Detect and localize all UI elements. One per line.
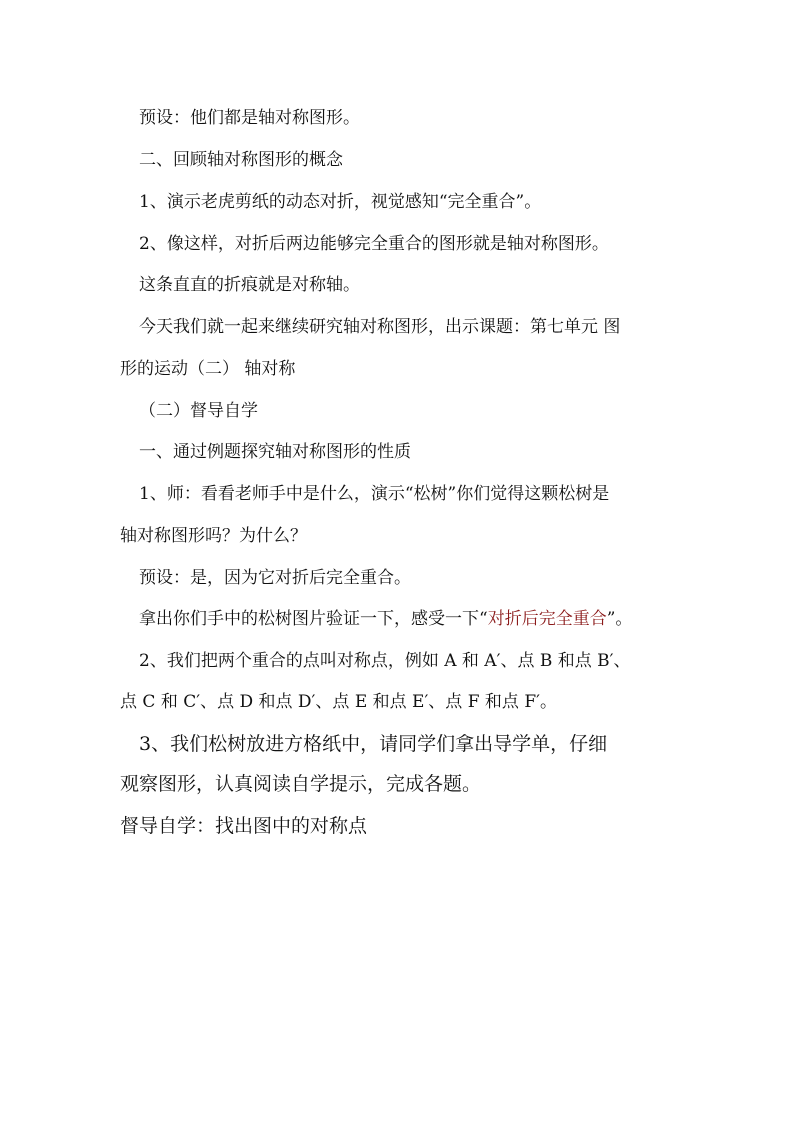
heading-find-symmetric-points: 督导自学：找出图中的对称点 — [120, 815, 368, 837]
paragraph-step-3-line-1: 3、我们松树放进方格纸中，请同学们拿出导学单，仔细 — [139, 733, 608, 755]
paragraph-symmetric-points-2: 点 C 和 C′、点 D 和点 D′、点 E 和点 E′、点 F 和点 F′。 — [120, 692, 557, 712]
paragraph-teacher-question-1: 1、师：看看老师手中是什么，演示“松树”你们觉得这颗松树是 — [139, 484, 610, 504]
paragraph-verify — [139, 607, 632, 631]
paragraph-topic-line-2: 形的运动（二） 轴对称 — [120, 359, 296, 379]
paragraph-step-1: 1、演示老虎剪纸的动态对折，视觉感知“完全重合”。 — [139, 192, 542, 212]
verify-text-highlight: 对折后完全重合 — [487, 609, 607, 629]
heading-explore-properties: 一、通过例题探究轴对称图形的性质 — [139, 442, 411, 462]
heading-review-concept: 二、回顾轴对称图形的概念 — [139, 150, 343, 170]
paragraph-teacher-question-2: 轴对称图形吗？为什么？ — [120, 526, 307, 546]
paragraph-step-2: 2、像这样，对折后两边能够完全重合的图形就是轴对称图形。 — [139, 234, 609, 254]
heading-supervised-self-study: （二）督导自学 — [139, 401, 258, 421]
verify-text-post: ”。 — [606, 609, 633, 629]
paragraph-step-3-line-2: 观察图形，认真阅读自学提示，完成各题。 — [120, 773, 482, 795]
verify-text-pre: 拿出你们手中的松树图片验证一下，感受一下“ — [139, 609, 488, 629]
paragraph-topic-line-1: 今天我们就一起来继续研究轴对称图形，出示课题：第七单元 图 — [139, 317, 621, 337]
paragraph-preset-2: 预设：是，因为它对折后完全重合。 — [139, 568, 411, 588]
paragraph-symmetric-points-1: 2、我们把两个重合的点叫对称点，例如 A 和 A′、点 B 和点 B′、 — [139, 651, 631, 671]
paragraph-axis-definition: 这条直直的折痕就是对称轴。 — [139, 275, 360, 295]
paragraph-preset-1: 预设：他们都是轴对称图形。 — [139, 108, 360, 128]
